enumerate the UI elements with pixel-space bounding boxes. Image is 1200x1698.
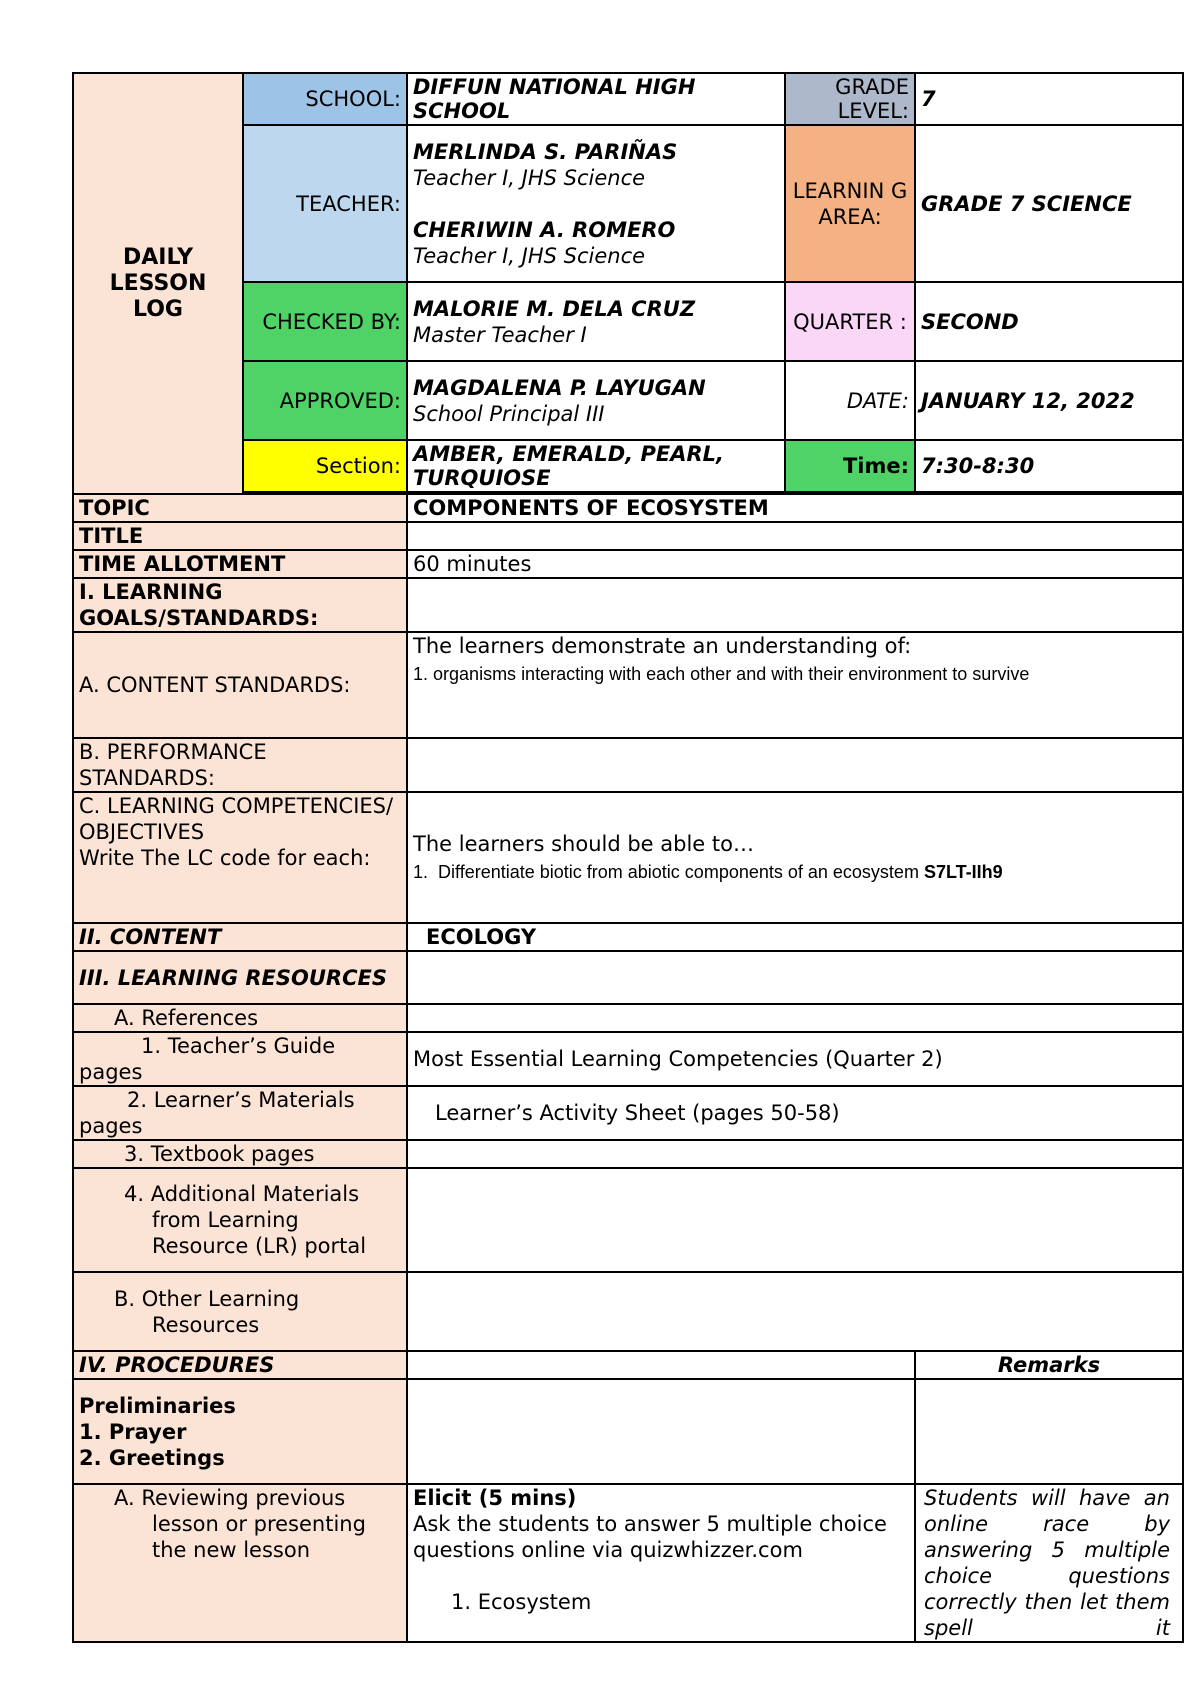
teacher-label: TEACHER: [243, 125, 407, 282]
textbook-pages-label: 3. Textbook pages [73, 1140, 407, 1168]
procedures-value [407, 1351, 915, 1379]
learning-resources-value [407, 951, 1183, 1004]
preliminaries-title: Preliminaries [79, 1393, 236, 1418]
elicit-text: Ask the students to answer 5 multiple choice questions online via quizwhizzer.com [413, 1512, 887, 1562]
content-standards-label: A. CONTENT STANDARDS: [73, 632, 407, 738]
preliminaries-greetings: 2. Greetings [79, 1445, 225, 1470]
title-value [407, 522, 1183, 550]
teacher2-title: Teacher I, JHS Science [413, 243, 646, 268]
elicit-cell [407, 1484, 915, 1642]
lc-code-instruction: Write The LC code for each: [79, 846, 371, 870]
school-label: SCHOOL: [243, 73, 407, 125]
checked-by-title: Master Teacher I [413, 322, 587, 347]
teacher1-name: MERLINDA S. PARIÑAS [413, 139, 678, 164]
lc-item [413, 859, 1177, 885]
performance-standards-value [407, 738, 1183, 792]
elicit-spacer [413, 1563, 909, 1589]
approved-label: APPROVED: [243, 361, 407, 440]
grade-level-label: GRADE LEVEL: [785, 73, 915, 125]
teachers-guide-label [73, 1032, 407, 1086]
review-lesson-text: A. Reviewing previous lesson or presenting the new lesson [114, 1486, 366, 1562]
teachers-guide-value: Most Essential Learning Competencies (Quarter 2) [407, 1032, 1183, 1086]
teacher2-name: CHERIWIN A. ROMERO [413, 217, 676, 242]
checked-by-label: CHECKED BY: [243, 282, 407, 361]
section-label: Section: [243, 440, 407, 492]
content-standards-item-text: organisms interacting with each other and with their environment to survive [433, 664, 1030, 684]
daily-lesson-log-title: DAILY LESSON LOG [73, 73, 243, 494]
other-resources-text: B. Other Learning Resources [114, 1286, 300, 1337]
topic-label: TOPIC [73, 494, 407, 522]
preliminaries-value [407, 1379, 915, 1484]
learning-area-value: GRADE 7 SCIENCE [915, 125, 1183, 282]
content-standards-item-num: 1. [413, 664, 429, 684]
learning-competencies-label: C. LEARNING COMPETENCIES/ OBJECTIVES [79, 794, 394, 844]
date-label: DATE: [785, 361, 915, 440]
grade-level-value: 7 [915, 73, 1183, 125]
elicit-remarks [915, 1484, 1183, 1642]
section-value: AMBER, EMERALD, PEARL, TURQUIOSE [407, 440, 785, 492]
daily-lesson-log-table [72, 72, 1184, 1643]
elicit-remarks-text: Students will have an online race by answering 5 multiple choice questions correctly then let them spell it [924, 1486, 1170, 1640]
time-value: 7:30-8:30 [915, 440, 1183, 492]
lc-item-num: 1. [413, 861, 429, 882]
quarter-value: SECOND [915, 282, 1183, 361]
other-resources-label [73, 1272, 407, 1351]
content-value: ECOLOGY [407, 923, 1183, 951]
approved-name: MAGDALENA P. LAYUGAN [413, 375, 706, 400]
preliminaries-cell [73, 1379, 407, 1484]
date-value: JANUARY 12, 2022 [915, 361, 1183, 440]
learners-materials-value: Learner’s Activity Sheet (pages 50-58) [407, 1086, 1183, 1140]
additional-materials-label [73, 1168, 407, 1272]
preliminaries-prayer: 1. Prayer [79, 1419, 187, 1444]
time-allotment-label: TIME ALLOTMENT [73, 550, 407, 578]
approved-title: School Principal III [413, 401, 605, 426]
review-lesson-label [73, 1484, 407, 1642]
references-label: A. References [73, 1004, 407, 1032]
elicit-item: 1. Ecosystem [451, 1590, 592, 1614]
lc-item-text: Differentiate biotic from abiotic components of an ecosystem [438, 861, 919, 882]
topic-value: COMPONENTS OF ECOSYSTEM [407, 494, 1183, 522]
teacher1-title: Teacher I, JHS Science [413, 165, 646, 190]
learners-materials-label [73, 1086, 407, 1140]
additional-materials-text: 4. Additional Materials from Learning Resource (LR) portal [124, 1182, 367, 1258]
checked-by-name: MALORIE M. DELA CRUZ [413, 296, 696, 321]
procedures-label: IV. PROCEDURES [73, 1351, 407, 1379]
additional-materials-value [407, 1168, 1183, 1272]
textbook-pages-value [407, 1140, 1183, 1168]
quarter-label: QUARTER : [785, 282, 915, 361]
preliminaries-remarks [915, 1379, 1183, 1484]
learning-competencies-cell [73, 792, 407, 923]
approved-cell [407, 361, 785, 440]
checked-by-cell [407, 282, 785, 361]
lc-code: S7LT-IIh9 [923, 861, 1003, 882]
content-label: II. CONTENT [73, 923, 407, 951]
lc-intro: The learners should be able to… [413, 831, 754, 856]
performance-standards-label: B. PERFORMANCE STANDARDS: [73, 738, 407, 792]
time-allotment-value: 60 minutes [407, 550, 1183, 578]
teachers-guide-text: 1. Teacher’s Guide pages [79, 1034, 336, 1084]
teacher-spacer [413, 191, 779, 217]
other-resources-value [407, 1272, 1183, 1351]
learners-materials-text: 2. Learner’s Materials pages [79, 1088, 355, 1138]
learning-resources-label: III. LEARNING RESOURCES [73, 951, 407, 1004]
learning-goals-value [407, 578, 1183, 632]
content-standards-cell [407, 632, 1183, 738]
content-standards-item [413, 661, 1177, 687]
references-value [407, 1004, 1183, 1032]
learning-area-label: LEARNIN G AREA: [785, 125, 915, 282]
time-label: Time: [785, 440, 915, 492]
title-label: TITLE [73, 522, 407, 550]
teacher-cell [407, 125, 785, 282]
school-value: DIFFUN NATIONAL HIGH SCHOOL [407, 73, 785, 125]
learning-goals-label: I. LEARNING GOALS/STANDARDS: [73, 578, 407, 632]
remarks-header: Remarks [915, 1351, 1183, 1379]
content-standards-intro: The learners demonstrate an understanding of: [413, 634, 912, 658]
elicit-title: Elicit (5 mins) [413, 1486, 577, 1510]
learning-competencies-value [407, 792, 1183, 923]
